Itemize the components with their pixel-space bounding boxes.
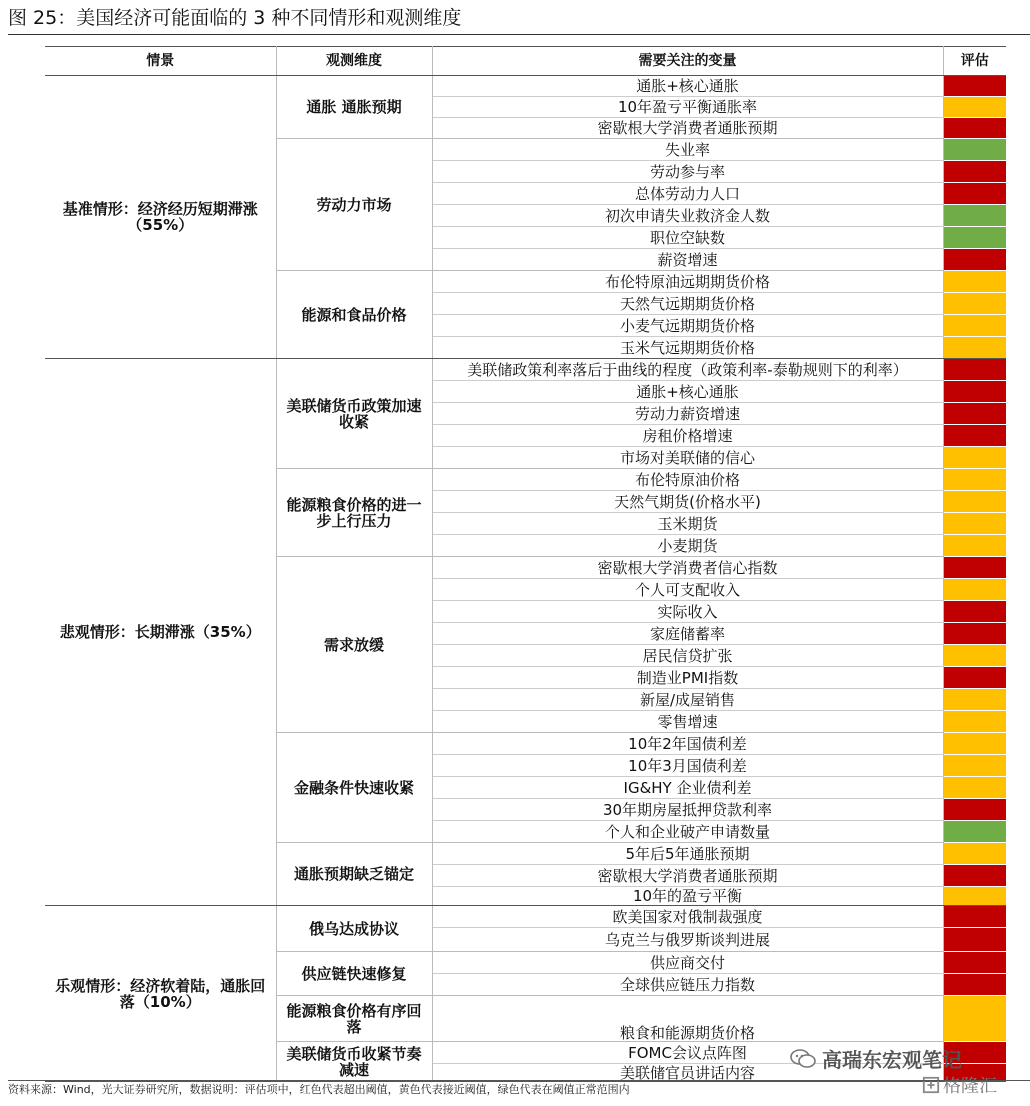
assessment-red-cell: [943, 952, 1006, 974]
assessment-red-cell: [943, 403, 1006, 425]
assessment-yellow-cell: [943, 645, 1006, 667]
assessment-yellow-cell: [943, 97, 1006, 118]
variable-cell: 10年3月国债利差: [432, 755, 943, 777]
dimension-cell: 美联储货币政策加速收紧: [276, 359, 432, 469]
assessment-yellow-cell: [943, 579, 1006, 601]
variable-cell: 欧美国家对俄制裁强度: [432, 906, 943, 928]
scenario-table: [45, 46, 1006, 1082]
variable-cell: 小麦气远期期货价格: [432, 315, 943, 337]
dimension-cell: 通胀预期缺乏锚定: [276, 843, 432, 906]
assessment-red-cell: [943, 601, 1006, 623]
title-divider: [8, 34, 1030, 35]
source-note: 资料来源：Wind，光大证券研究所，数据说明：评估项中，红色代表超出阈值，黄色代表接近阈值，绿色代表在阈值正常范围内: [8, 1083, 630, 1096]
dimension-cell: 俄乌达成协议: [276, 906, 432, 952]
dimension-cell: 通胀 通胀预期: [276, 76, 432, 139]
assessment-yellow-cell: [943, 689, 1006, 711]
assessment-yellow-cell: [943, 733, 1006, 755]
assessment-green-cell: [943, 205, 1006, 227]
assessment-red-cell: [943, 161, 1006, 183]
variable-cell: 居民信贷扩张: [432, 645, 943, 667]
assessment-red-cell: [943, 249, 1006, 271]
assessment-red-cell: [943, 906, 1006, 928]
dimension-cell: 需求放缓: [276, 557, 432, 733]
scenario-cell: 乐观情形：经济软着陆，通胀回落（10%）: [45, 906, 276, 1082]
variable-cell: 美联储官员讲话内容: [432, 1064, 943, 1082]
variable-cell: 劳动参与率: [432, 161, 943, 183]
table-header-row: [45, 47, 1006, 76]
assessment-yellow-cell: [943, 491, 1006, 513]
variable-cell: 个人可支配收入: [432, 579, 943, 601]
variable-cell: IG&HY 企业债利差: [432, 777, 943, 799]
assessment-yellow-cell: [943, 843, 1006, 865]
assessment-yellow-cell: [943, 996, 1006, 1042]
assessment-yellow-cell: [943, 755, 1006, 777]
brand-name: 格隆汇: [943, 1076, 997, 1097]
variable-cell: 个人和企业破产申请数量: [432, 821, 943, 843]
assessment-red-cell: [943, 623, 1006, 645]
variable-cell: 通胀+核心通胀: [432, 381, 943, 403]
variable-cell: 布伦特原油价格: [432, 469, 943, 491]
dimension-cell: 能源粮食价格有序回落: [276, 996, 432, 1042]
variable-cell: 密歇根大学消费者信心指数: [432, 557, 943, 579]
assessment-yellow-cell: [943, 535, 1006, 557]
source-divider: [8, 1080, 1030, 1081]
variable-cell: 乌克兰与俄罗斯谈判进展: [432, 928, 943, 952]
assessment-red-cell: [943, 974, 1006, 996]
variable-cell: 10年2年国债利差: [432, 733, 943, 755]
assessment-red-cell: [943, 76, 1006, 97]
variable-cell: 劳动力薪资增速: [432, 403, 943, 425]
variable-cell: 5年后5年通胀预期: [432, 843, 943, 865]
assessment-yellow-cell: [943, 469, 1006, 491]
scenario-cell: 悲观情形：长期滞涨（35%）: [45, 359, 276, 906]
assessment-red-cell: [943, 557, 1006, 579]
variable-cell: 总体劳动力人口: [432, 183, 943, 205]
variable-cell: 初次申请失业救济金人数: [432, 205, 943, 227]
assessment-red-cell: [943, 667, 1006, 689]
header-scenario: 情景: [45, 47, 276, 76]
variable-cell: 职位空缺数: [432, 227, 943, 249]
assessment-yellow-cell: [943, 271, 1006, 293]
variable-cell: 30年期房屋抵押贷款利率: [432, 799, 943, 821]
variable-cell: 新屋/成屋销售: [432, 689, 943, 711]
variable-cell: 薪资增速: [432, 249, 943, 271]
variable-cell: 布伦特原油远期期货价格: [432, 271, 943, 293]
scenario-cell: 基准情形：经济经历短期滞涨（55%）: [45, 76, 276, 359]
brand-logo-icon: [922, 1076, 940, 1094]
assessment-yellow-cell: [943, 513, 1006, 535]
assessment-green-cell: [943, 139, 1006, 161]
variable-cell: 天然气远期期货价格: [432, 293, 943, 315]
dimension-cell: 能源粮食价格的进一步上行压力: [276, 469, 432, 557]
assessment-yellow-cell: [943, 711, 1006, 733]
dimension-cell: 能源和食品价格: [276, 271, 432, 359]
brand-watermark: [922, 1072, 997, 1098]
variable-cell: 全球供应链压力指数: [432, 974, 943, 996]
variable-cell: 美联储政策利率落后于曲线的程度（政策利率-泰勒规则下的利率）: [432, 359, 943, 381]
variable-cell: 10年盈亏平衡通胀率: [432, 97, 943, 118]
header-assessment: 评估: [943, 47, 1006, 76]
variable-cell: 天然气期货(价格水平): [432, 491, 943, 513]
header-variable: 需要关注的变量: [432, 47, 943, 76]
variable-cell: 玉米期货: [432, 513, 943, 535]
variable-cell: 实际收入: [432, 601, 943, 623]
wechat-icon: [790, 1049, 816, 1069]
assessment-green-cell: [943, 821, 1006, 843]
variable-cell: 供应商交付: [432, 952, 943, 974]
variable-cell: 通胀+核心通胀: [432, 76, 943, 97]
dimension-cell: 美联储货币收紧节奏减速: [276, 1042, 432, 1082]
assessment-yellow-cell: [943, 293, 1006, 315]
variable-cell: 失业率: [432, 139, 943, 161]
assessment-yellow-cell: [943, 337, 1006, 359]
assessment-red-cell: [943, 359, 1006, 381]
variable-cell: FOMC会议点阵图: [432, 1042, 943, 1064]
table-row: [45, 906, 1006, 928]
assessment-red-cell: [943, 118, 1006, 139]
assessment-red-cell: [943, 425, 1006, 447]
assessment-red-cell: [943, 183, 1006, 205]
assessment-red-cell: [943, 928, 1006, 952]
table-row: [45, 76, 1006, 97]
figure-title: 图 25：美国经济可能面临的 3 种不同情形和观测维度: [8, 7, 462, 29]
variable-cell: 粮食和能源期货价格: [432, 996, 943, 1042]
variable-cell: 10年的盈亏平衡: [432, 887, 943, 906]
dimension-cell: 劳动力市场: [276, 139, 432, 271]
variable-cell: 玉米气远期期货价格: [432, 337, 943, 359]
variable-cell: 市场对美联储的信心: [432, 447, 943, 469]
variable-cell: 零售增速: [432, 711, 943, 733]
variable-cell: 小麦期货: [432, 535, 943, 557]
wechat-account-name: 高瑞东宏观笔记: [822, 1048, 962, 1072]
variable-cell: 房租价格增速: [432, 425, 943, 447]
assessment-yellow-cell: [943, 777, 1006, 799]
assessment-green-cell: [943, 227, 1006, 249]
header-dimension: 观测维度: [276, 47, 432, 76]
assessment-red-cell: [943, 865, 1006, 887]
variable-cell: 制造业PMI指数: [432, 667, 943, 689]
wechat-watermark: [790, 1044, 962, 1073]
variable-cell: 密歇根大学消费者通胀预期: [432, 865, 943, 887]
assessment-yellow-cell: [943, 887, 1006, 906]
variable-cell: 密歇根大学消费者通胀预期: [432, 118, 943, 139]
assessment-yellow-cell: [943, 315, 1006, 337]
dimension-cell: 供应链快速修复: [276, 952, 432, 996]
table-row: [45, 359, 1006, 381]
dimension-cell: 金融条件快速收紧: [276, 733, 432, 843]
variable-cell: 家庭储蓄率: [432, 623, 943, 645]
assessment-yellow-cell: [943, 447, 1006, 469]
assessment-red-cell: [943, 799, 1006, 821]
assessment-red-cell: [943, 381, 1006, 403]
